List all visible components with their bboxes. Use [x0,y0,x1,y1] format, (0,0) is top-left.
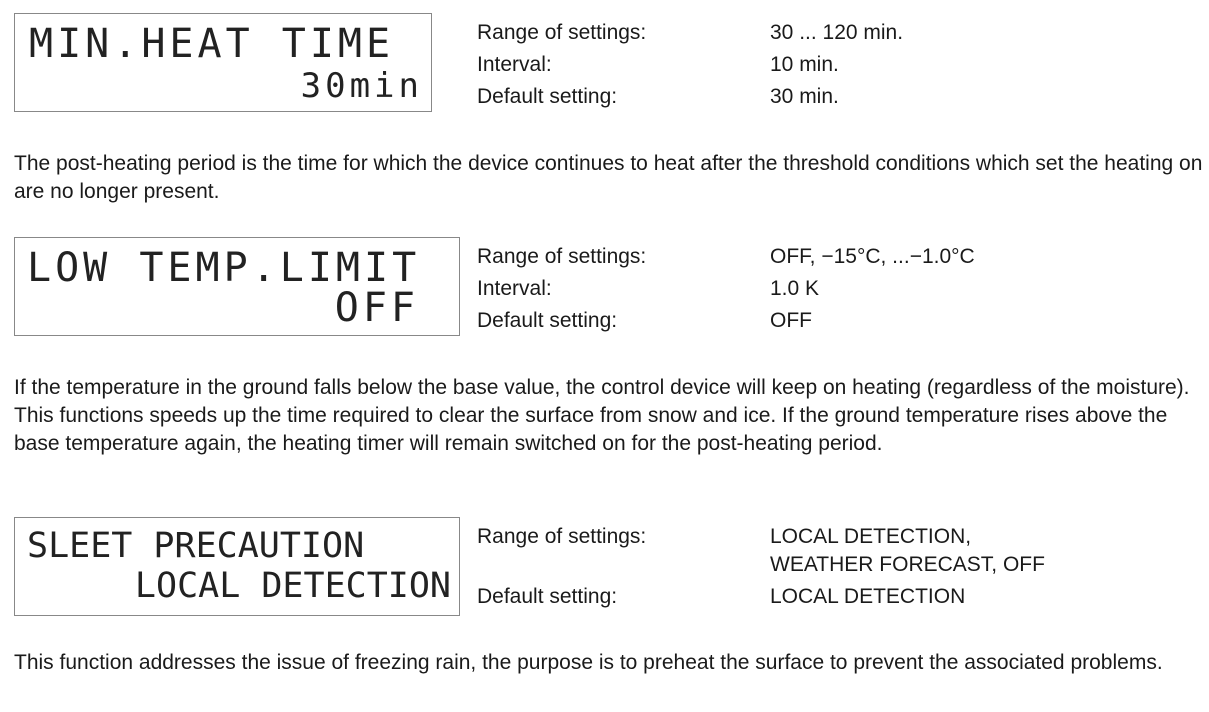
lcd-display-sleet-precaution [14,517,460,616]
spec-value: 1.0 K [770,277,820,300]
description-sleet-precaution: This function addresses the issue of freezing rain, the purpose is to preheat the surface to prevent the associated problems. [14,651,1163,674]
lcd-line-1: SLEET PRECAUTION [27,526,365,566]
spec-label: Interval: [477,277,552,300]
spec-value: OFF [770,309,812,332]
lcd-line-1: LOW TEMP.LIMIT [27,245,421,291]
lcd-line-2: OFF [334,285,419,331]
spec-label: Range of settings: [477,21,647,44]
lcd-line-2: LOCAL DETECTION [134,566,451,606]
spec-label: Default setting: [477,309,618,332]
spec-label: Range of settings: [477,245,647,268]
spec-label: Interval: [477,53,552,76]
lcd-display-min-heat-time [14,13,432,112]
description-min-heat-time: The post-heating period is the time for which the device continues to heat after the threshold conditions which set the heating on are no longer present. [14,152,1203,203]
lcd-line-2: 30min [300,66,423,106]
spec-value: 10 min. [770,53,839,76]
lcd-display-low-temp-limit [14,237,460,336]
spec-label: Range of settings: [477,525,647,548]
spec-label: Default setting: [477,85,618,108]
description-low-temp-limit: If the temperature in the ground falls below the base value, the control device will keep on heating (regardless of the moisture). This functions speeds up the time required to clear the surface from snow and ice. If the ground temperature rises above the base temperature again, the heating timer will remain switched on for the post-heating period. [14,376,1190,455]
spec-value: OFF, −15°C, ...−1.0°C [770,245,975,268]
spec-value: LOCAL DETECTION [770,585,966,608]
spec-value: 30 min. [770,85,839,108]
lcd-line-1: MIN.HEAT TIME [29,21,395,67]
spec-value: LOCAL DETECTION, [770,525,972,548]
spec-value: WEATHER FORECAST, OFF [770,553,1045,576]
spec-label: Default setting: [477,585,618,608]
spec-value: 30 ... 120 min. [770,21,904,44]
